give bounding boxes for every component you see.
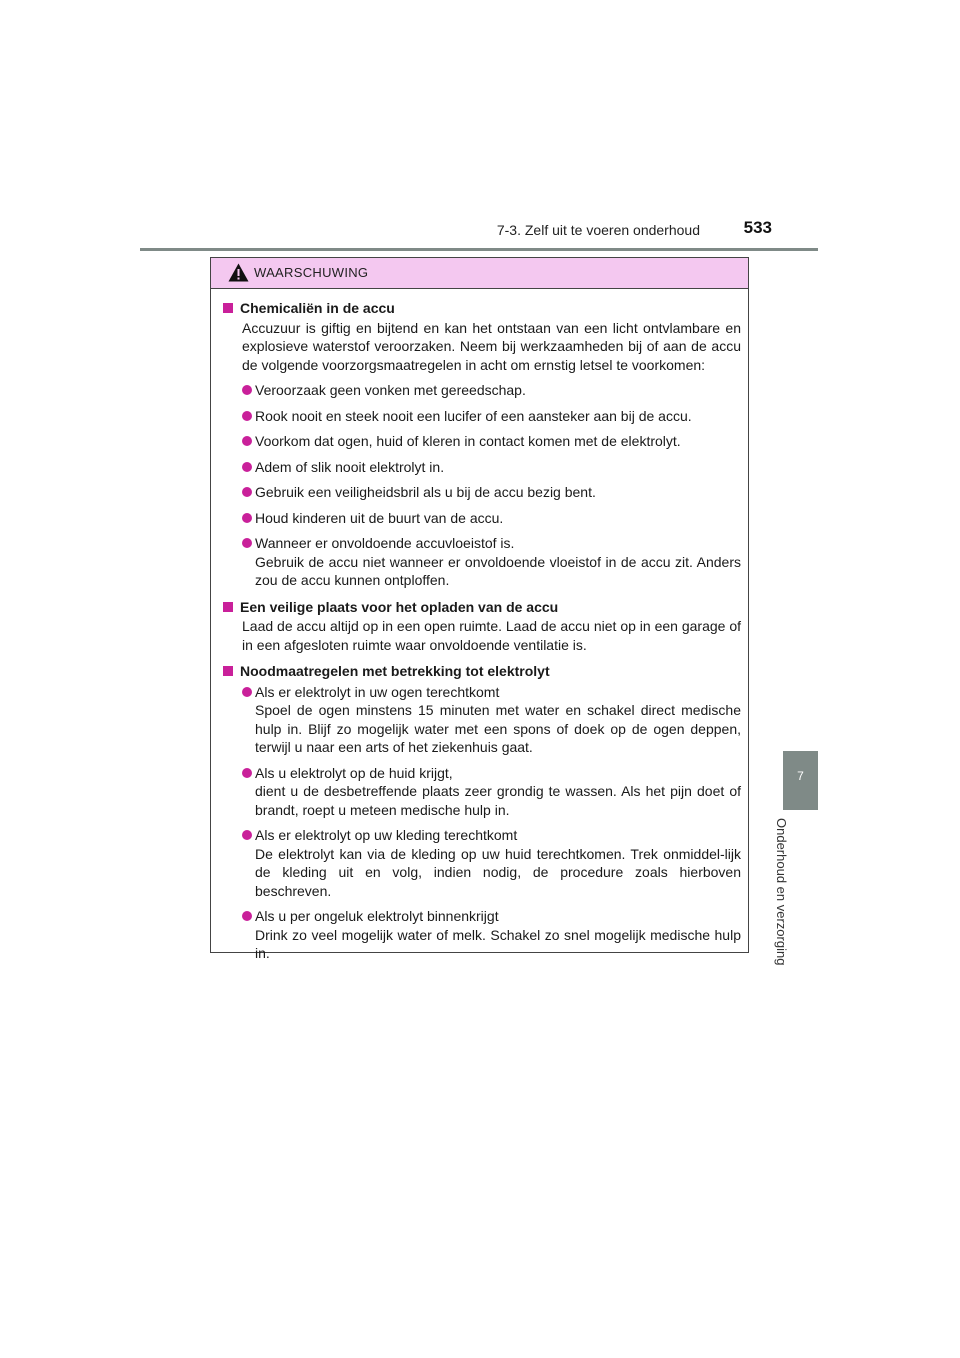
section-intro: Laad de accu altijd op in een open ruimte. Laad de accu niet op in een garage of in een afgesloten ruimte waar onvoldoende ventilatie is. <box>242 618 741 653</box>
warning-content <box>211 289 748 963</box>
round-bullet-icon <box>242 436 252 446</box>
list-item <box>242 534 741 590</box>
list-item <box>242 764 741 820</box>
square-bullet-icon <box>223 602 233 612</box>
warning-box <box>210 257 749 961</box>
section-intro: Accuzuur is giftig en bijtend en kan het ontstaan van een licht ontvlambare en explosieve waterstof veroorzaken. Neem bij werkzaamheden bij of aan de accu de volgende voorzorgsmaatregelen in acht om ernstig letsel te voorkomen: <box>242 319 741 373</box>
list-item-text: Adem of slik nooit elektrolyt in. <box>255 458 445 475</box>
section-heading-text: Noodmaatregelen met betrekking tot elektrolyt <box>240 663 550 679</box>
round-bullet-icon <box>242 687 252 697</box>
square-bullet-icon <box>223 303 233 313</box>
list-item-text: Veroorzaak geen vonken met gereedschap. <box>255 382 526 398</box>
list-item-detail: Gebruik de accu niet wanneer er onvoldoende vloeistof in de accu zit. Anders zou de accu kunnen ontploffen. <box>255 553 741 588</box>
chapter-tab[interactable] <box>783 751 818 810</box>
list-item <box>242 509 741 528</box>
list-item <box>242 483 741 502</box>
list-item <box>242 458 741 477</box>
list-item-detail: Drink zo veel mogelijk water of melk. Schakel zo snel mogelijk medische hulp in. <box>255 926 741 961</box>
list-item-text: Voorkom dat ogen, huid of kleren in contact komen met de elektrolyt. <box>255 433 681 449</box>
warning-title: WAARSCHUWING <box>254 265 369 280</box>
round-bullet-icon <box>242 487 252 497</box>
list-item-text: Als u per ongeluk elektrolyt binnenkrijgt <box>255 908 499 924</box>
round-bullet-icon <box>242 385 252 395</box>
list-item <box>242 683 741 757</box>
list-item-detail: dient u de desbetreffende plaats zeer grondig te wassen. Als het pijn doet of brandt, roept u meteen medische hulp in. <box>255 783 741 818</box>
list-item <box>242 381 741 400</box>
list-item-detail: Spoel de ogen minstens 15 minuten met water en schakel direct medische hulp in. Blijf zo mogelijk water met een spons of doek op de ogen deppen, terwijl u naar een arts of het ziekenhuis gaat. <box>255 702 741 755</box>
round-bullet-icon <box>242 538 252 548</box>
round-bullet-icon <box>242 768 252 778</box>
page-number: 533 <box>743 218 772 237</box>
round-bullet-icon <box>242 462 252 472</box>
list-item <box>242 826 741 900</box>
section-heading-text: Chemicaliën in de accu <box>240 300 395 316</box>
warning-triangle-icon <box>228 263 249 282</box>
list-item-text: Rook nooit en steek nooit een lucifer of een aansteker aan bij de accu. <box>255 407 692 424</box>
chapter-label <box>774 818 824 988</box>
section-heading-text: Een veilige plaats voor het opladen van de accu <box>240 598 559 615</box>
section-heading <box>223 662 741 681</box>
section-heading <box>223 598 741 617</box>
page-header <box>140 212 818 251</box>
list-item-text: Gebruik een veiligheidsbril als u bij de accu bezig bent. <box>255 484 596 500</box>
round-bullet-icon <box>242 830 252 840</box>
warning-header <box>211 258 748 289</box>
list-item-text: Als er elektrolyt in uw ogen terechtkomt <box>255 683 500 700</box>
list-item-text: Houd kinderen uit de buurt van de accu. <box>255 509 504 526</box>
chapter-number: 7 <box>797 769 804 783</box>
section-heading <box>223 299 741 318</box>
list-item-detail: De elektrolyt kan via de kleding op uw huid terechtkomen. Trek onmiddel-lijk de kleding uit en volg, indien nodig, de procedure zoals hierboven beschreven. <box>255 845 741 899</box>
square-bullet-icon <box>223 666 233 676</box>
list-item-text: Als u elektrolyt op de huid krijgt, <box>255 764 453 781</box>
list-item <box>242 907 741 963</box>
chapter-label-text: Onderhoud en verzorging <box>774 818 789 966</box>
list-item-text: Als er elektrolyt op uw kleding terechtkomt <box>255 827 518 843</box>
round-bullet-icon <box>242 411 252 421</box>
round-bullet-icon <box>242 513 252 523</box>
list-item <box>242 432 741 451</box>
list-item-text: Wanneer er onvoldoende accuvloeistof is. <box>255 535 515 551</box>
section-title: 7-3. Zelf uit te voeren onderhoud <box>496 222 700 238</box>
round-bullet-icon <box>242 911 252 921</box>
list-item <box>242 407 741 426</box>
